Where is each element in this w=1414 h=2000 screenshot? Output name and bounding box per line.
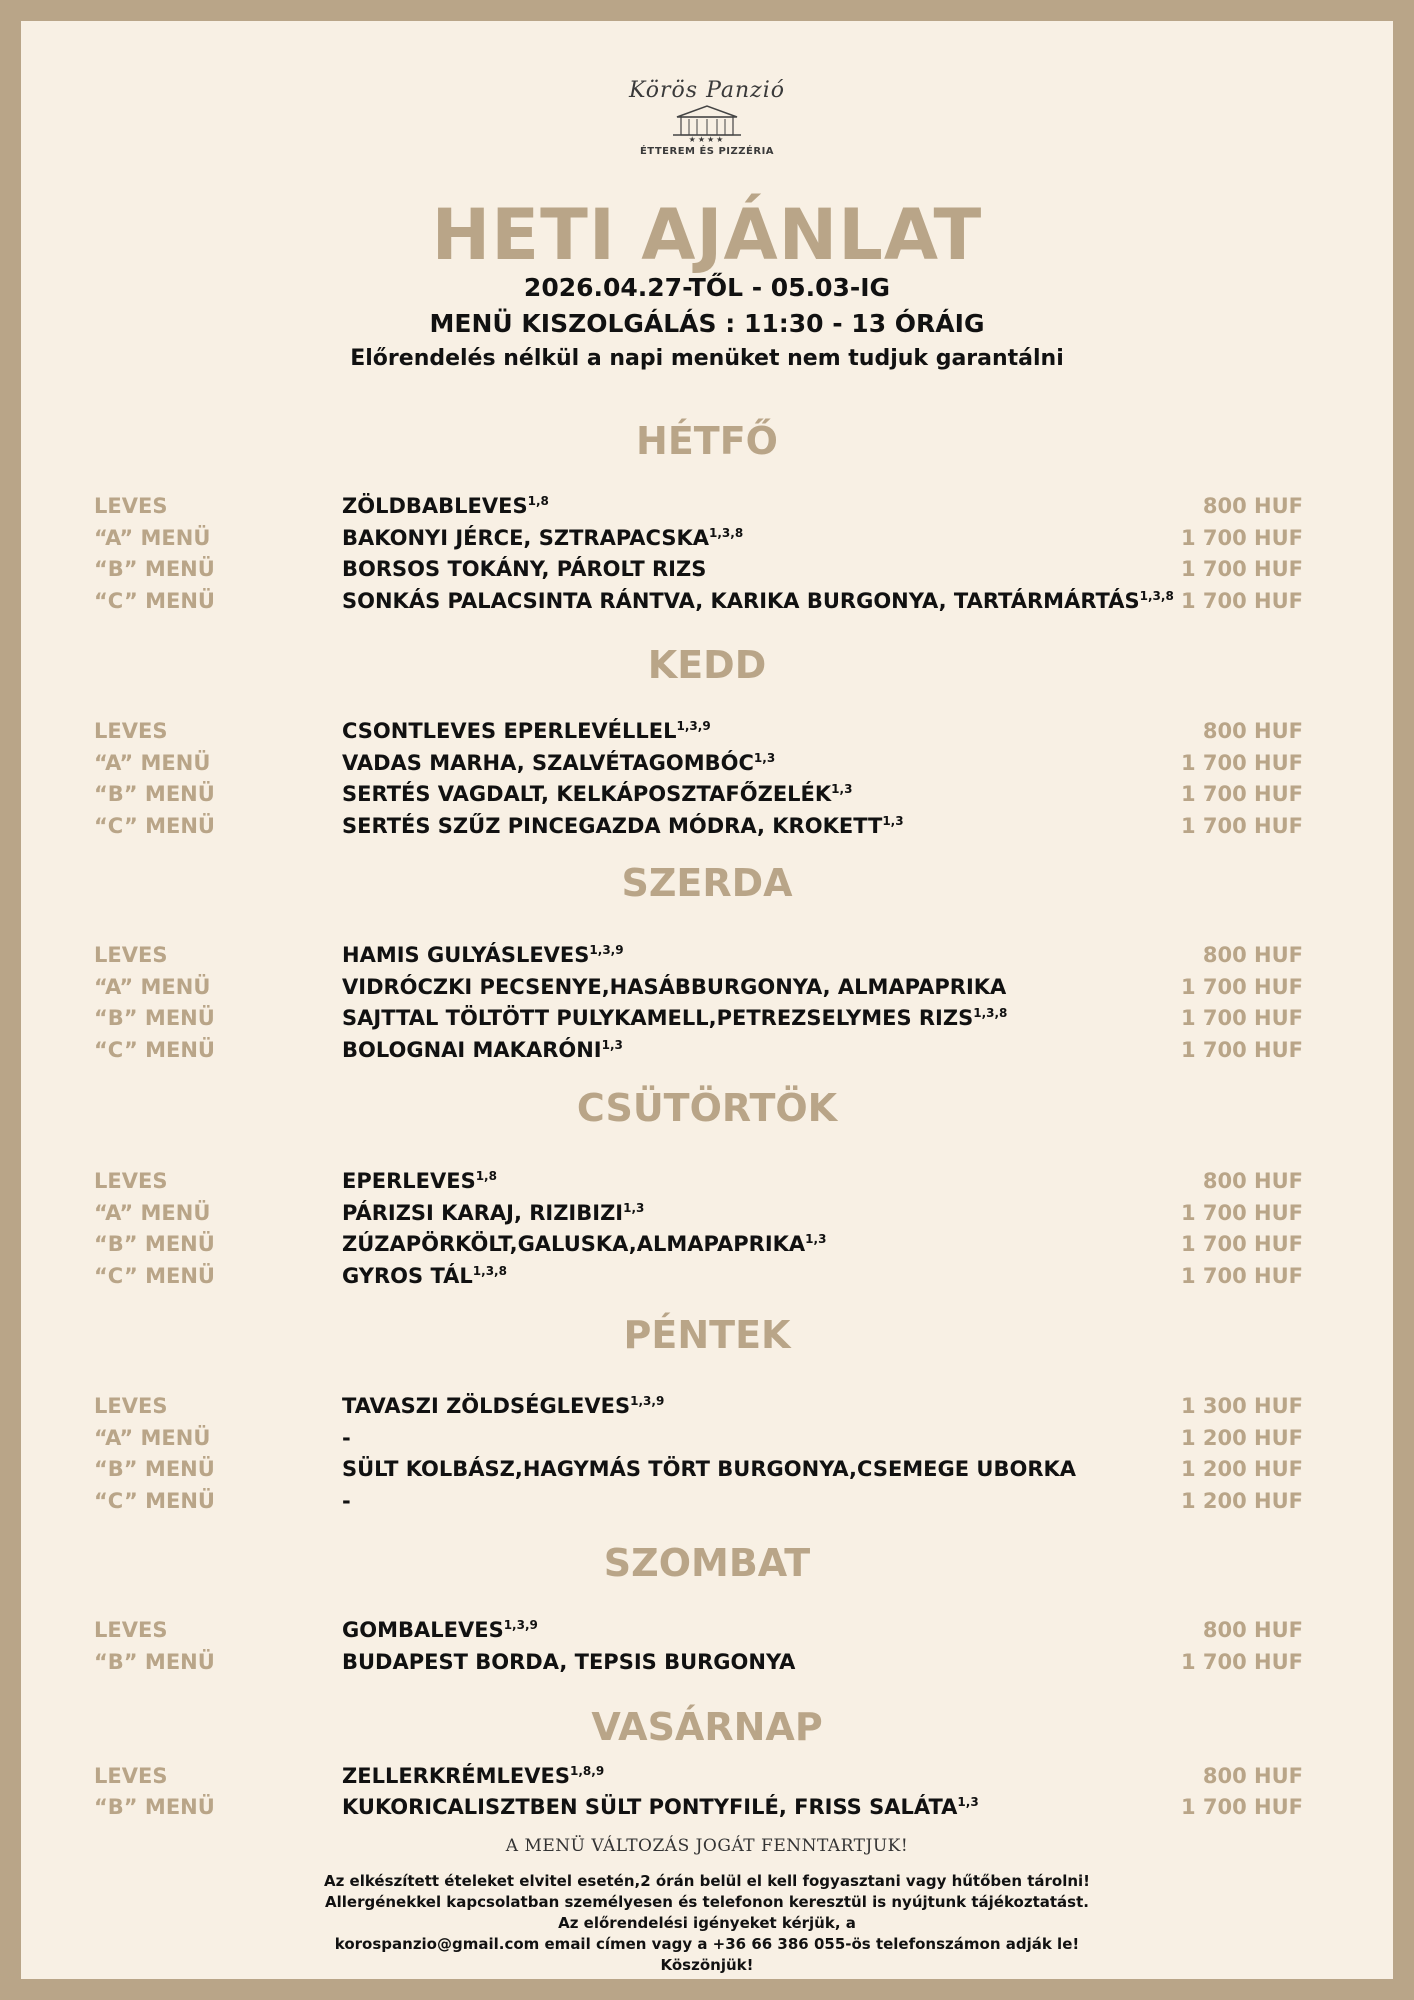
menu-page <box>21 21 1393 1979</box>
menu-label: LEVES <box>94 1394 168 1418</box>
menu-row <box>21 779 1393 809</box>
logo-script: Körös Panzió <box>628 78 786 103</box>
menu-label: “A” MENÜ <box>94 526 211 550</box>
menu-label: “A” MENÜ <box>94 1201 211 1225</box>
menu-label: “B” MENÜ <box>94 1232 215 1256</box>
menu-label: “B” MENÜ <box>94 1650 215 1674</box>
price: 800 HUF <box>1202 494 1303 518</box>
dish-name <box>342 523 743 553</box>
menu-row <box>21 748 1393 778</box>
dish-text: BUDAPEST BORDA, TEPSIS BURGONYA <box>342 1650 796 1674</box>
menu-row <box>21 523 1393 553</box>
dish-text: SONKÁS PALACSINTA RÁNTVA, KARIKA BURGONYA, TARTÁRMÁRTÁS <box>342 589 1140 613</box>
dish-name <box>342 1792 979 1822</box>
dish-text: ZÖLDBABLEVES <box>342 494 528 518</box>
dish-text: HAMIS GULYÁSLEVES <box>342 943 590 967</box>
allergen-codes: 1,8,9 <box>570 1764 605 1778</box>
price: 1 700 HUF <box>1180 1201 1303 1225</box>
allergen-codes: 1,8 <box>527 494 549 508</box>
dish-text: BORSOS TOKÁNY, PÁROLT RIZS <box>342 557 707 581</box>
allergen-codes: 1,3,9 <box>503 1618 538 1632</box>
price: 1 700 HUF <box>1180 589 1303 613</box>
menu-row <box>21 1423 1393 1453</box>
dish-name <box>342 1166 497 1196</box>
menu-row <box>21 940 1393 970</box>
price: 1 700 HUF <box>1180 1006 1303 1030</box>
dish-text: TAVASZI ZÖLDSÉGLEVES <box>342 1394 631 1418</box>
menu-row <box>21 586 1393 616</box>
dish-text: BOLOGNAI MAKARÓNI <box>342 1038 602 1062</box>
dish-name <box>342 748 775 778</box>
footer-line: Az elkészített ételeket elvitel esetén,2 órán belül el kell fogyasztani vagy hűtőben tárolni! <box>323 1872 1091 1890</box>
price: 1 700 HUF <box>1180 557 1303 581</box>
price: 1 200 HUF <box>1180 1457 1303 1481</box>
price: 1 700 HUF <box>1180 1232 1303 1256</box>
price: 1 700 HUF <box>1180 1264 1303 1288</box>
menu-row <box>21 1615 1393 1645</box>
price: 1 700 HUF <box>1180 526 1303 550</box>
dish-name <box>342 779 852 809</box>
dish-name <box>342 491 549 521</box>
dish-name <box>342 1486 351 1516</box>
price: 800 HUF <box>1202 1169 1303 1193</box>
menu-row <box>21 1229 1393 1259</box>
price: 1 700 HUF <box>1180 751 1303 775</box>
dish-text: ZÚZAPÖRKÖLT,GALUSKA,ALMAPAPRIKA <box>342 1232 806 1256</box>
menu-label: “A” MENÜ <box>94 751 211 775</box>
allergen-codes: 1,3 <box>601 1038 623 1052</box>
menu-label: “B” MENÜ <box>94 782 215 806</box>
day-title: SZERDA <box>621 861 793 905</box>
dish-text: SERTÉS SZŰZ PINCEGAZDA MÓDRA, KROKETT <box>342 814 883 838</box>
menu-row <box>21 1761 1393 1791</box>
price: 1 200 HUF <box>1180 1426 1303 1450</box>
allergen-codes: 1,3 <box>623 1201 645 1215</box>
price: 1 700 HUF <box>1180 975 1303 999</box>
footer-line: Az előrendelési igényeket kérjük, a <box>558 1914 856 1932</box>
menu-row <box>21 1454 1393 1484</box>
menu-row <box>21 1792 1393 1822</box>
footer-line: Köszönjük! <box>660 1956 754 1974</box>
menu-label: “B” MENÜ <box>94 1006 215 1030</box>
dish-name <box>342 586 1174 616</box>
day-title: PÉNTEK <box>623 1313 791 1357</box>
price: 1 700 HUF <box>1180 1795 1303 1819</box>
menu-label: “C” MENÜ <box>94 589 215 613</box>
menu-label: LEVES <box>94 719 168 743</box>
footer-line: korospanzio@gmail.com email címen vagy a +36 66 386 055-ös telefonszámon adják le! <box>334 1935 1080 1953</box>
logo <box>621 56 793 176</box>
menu-label: “C” MENÜ <box>94 1264 215 1288</box>
dish-text: - <box>342 1489 351 1513</box>
menu-label: “A” MENÜ <box>94 1426 211 1450</box>
dish-text: PÁRIZSI KARAJ, RIZIBIZI <box>342 1201 624 1225</box>
dish-name <box>342 1035 623 1065</box>
menu-label: LEVES <box>94 1618 168 1642</box>
price: 1 300 HUF <box>1180 1394 1303 1418</box>
menu-row <box>21 1198 1393 1228</box>
price: 800 HUF <box>1202 1618 1303 1642</box>
dish-text: SÜLT KOLBÁSZ,HAGYMÁS TÖRT BURGONYA,CSEMEGE UBORKA <box>342 1457 1077 1481</box>
dish-text: GYROS TÁL <box>342 1264 473 1288</box>
menu-row <box>21 554 1393 584</box>
allergen-codes: 1,3,8 <box>709 526 744 540</box>
dish-name <box>342 1391 664 1421</box>
menu-row <box>21 1647 1393 1677</box>
allergen-codes: 1,3 <box>882 814 904 828</box>
menu-row <box>21 1261 1393 1291</box>
allergen-codes: 1,3,9 <box>630 1394 665 1408</box>
date-range: 2026.04.27-TŐL - 05.03-IG <box>523 273 891 302</box>
menu-row <box>21 491 1393 521</box>
footer-heading: A MENÜ VÁLTOZÁS JOGÁT FENNTARTJUK! <box>505 1836 909 1856</box>
service-hours: MENÜ KISZOLGÁLÁS : 11:30 - 13 ÓRÁIG <box>429 309 985 338</box>
dish-name <box>342 1003 1007 1033</box>
dish-name <box>342 1454 1076 1484</box>
menu-row <box>21 972 1393 1002</box>
dish-name <box>342 972 1006 1002</box>
dish-text: BAKONYI JÉRCE, SZTRAPACSKA <box>342 526 709 550</box>
dish-text: EPERLEVES <box>342 1169 476 1193</box>
page-title: HETI AJÁNLAT <box>431 194 983 276</box>
allergen-codes: 1,3 <box>957 1795 979 1809</box>
dish-name <box>342 554 706 584</box>
dish-name <box>342 1261 507 1291</box>
dish-text: ZELLERKRÉMLEVES <box>342 1764 570 1788</box>
dish-name <box>342 940 624 970</box>
dish-name <box>342 1647 795 1677</box>
menu-row <box>21 1166 1393 1196</box>
logo-stars: ★★★★ <box>688 135 726 144</box>
allergen-codes: 1,3 <box>831 782 853 796</box>
day-title: VASÁRNAP <box>591 1705 823 1749</box>
dish-text: SAJTTAL TÖLTÖTT PULYKAMELL,PETREZSELYMES RIZS <box>342 1006 974 1030</box>
dish-text: VADAS MARHA, SZALVÉTAGOMBÓC <box>342 751 754 775</box>
footer-line: Allergénekkel kapcsolatban személyesen és telefonon keresztül is nyújtunk tájékoztatást. <box>325 1893 1089 1911</box>
price: 1 700 HUF <box>1180 1038 1303 1062</box>
dish-name <box>342 1615 538 1645</box>
dish-name <box>342 1229 826 1259</box>
menu-label: LEVES <box>94 943 168 967</box>
allergen-codes: 1,3,9 <box>589 943 624 957</box>
menu-row <box>21 1486 1393 1516</box>
price: 1 700 HUF <box>1180 782 1303 806</box>
menu-row <box>21 1003 1393 1033</box>
menu-row <box>21 716 1393 746</box>
building-icon <box>667 103 747 137</box>
allergen-codes: 1,3,9 <box>676 719 711 733</box>
allergen-codes: 1,3,8 <box>472 1264 507 1278</box>
dish-name <box>342 1423 351 1453</box>
dish-text: KUKORICALISZTBEN SÜLT PONTYFILÉ, FRISS SALÁTA <box>342 1795 958 1819</box>
price: 1 700 HUF <box>1180 814 1303 838</box>
dish-text: SERTÉS VAGDALT, KELKÁPOSZTAFŐZELÉK <box>342 782 832 806</box>
menu-label: “A” MENÜ <box>94 975 211 999</box>
day-title: CSÜTÖRTÖK <box>576 1086 838 1130</box>
allergen-codes: 1,3 <box>805 1232 827 1246</box>
menu-label: LEVES <box>94 494 168 518</box>
price: 1 700 HUF <box>1180 1650 1303 1674</box>
dish-text: VIDRÓCZKI PECSENYE,HASÁBBURGONYA, ALMAPAPRIKA <box>342 975 1007 999</box>
allergen-codes: 1,3,8 <box>973 1006 1008 1020</box>
menu-label: “C” MENÜ <box>94 1489 215 1513</box>
menu-row <box>21 1035 1393 1065</box>
menu-label: “B” MENÜ <box>94 1795 215 1819</box>
menu-label: “B” MENÜ <box>94 557 215 581</box>
dish-text: - <box>342 1426 351 1450</box>
menu-row <box>21 1391 1393 1421</box>
allergen-codes: 1,8 <box>475 1169 497 1183</box>
menu-label: LEVES <box>94 1169 168 1193</box>
dish-text: GOMBALEVES <box>342 1618 504 1642</box>
allergen-codes: 1,3 <box>753 751 776 765</box>
menu-label: LEVES <box>94 1764 168 1788</box>
dish-text: CSONTLEVES EPERLEVÉLLEL <box>342 719 677 743</box>
dish-name <box>342 811 904 841</box>
day-title: SZOMBAT <box>603 1541 811 1585</box>
menu-label: “C” MENÜ <box>94 1038 215 1062</box>
day-title: HÉTFŐ <box>636 419 778 463</box>
day-title: KEDD <box>647 643 767 687</box>
dish-name <box>342 1761 604 1791</box>
preorder-note: Előrendelés nélkül a napi menüket nem tudjuk garantálni <box>350 346 1064 371</box>
allergen-codes: 1,3,8 <box>1139 589 1174 603</box>
price: 1 200 HUF <box>1180 1489 1303 1513</box>
dish-name <box>342 1198 644 1228</box>
menu-label: “C” MENÜ <box>94 814 215 838</box>
logo-subtitle: ÉTTEREM ÉS PIZZÉRIA <box>639 146 775 157</box>
dish-name <box>342 716 711 746</box>
price: 800 HUF <box>1202 719 1303 743</box>
menu-label: “B” MENÜ <box>94 1457 215 1481</box>
menu-row <box>21 811 1393 841</box>
price: 800 HUF <box>1202 943 1303 967</box>
price: 800 HUF <box>1202 1764 1303 1788</box>
